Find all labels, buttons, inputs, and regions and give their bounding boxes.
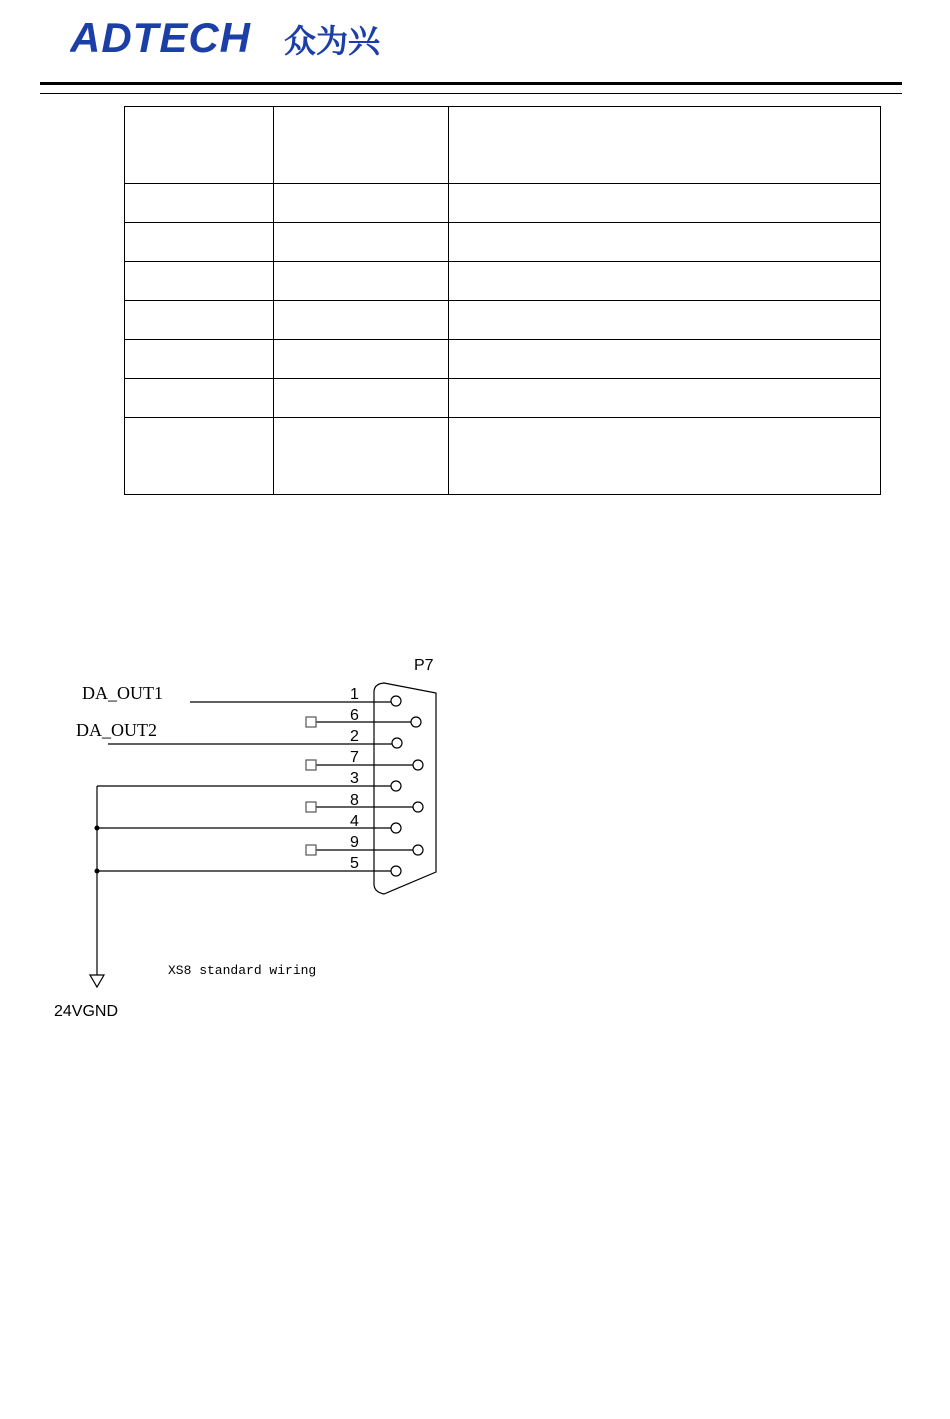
table-cell	[449, 262, 881, 301]
table-row	[125, 223, 881, 262]
pin-number-2: 2	[350, 728, 359, 745]
pin-3-circle	[391, 781, 401, 791]
table-row	[125, 340, 881, 379]
header-rule-thin	[40, 93, 902, 94]
table-row	[125, 262, 881, 301]
connector-label: P7	[414, 657, 434, 674]
table-cell	[274, 379, 449, 418]
connector-shell	[374, 683, 436, 894]
ground-symbol	[90, 975, 104, 987]
pin-2-circle	[392, 738, 402, 748]
table-cell	[274, 262, 449, 301]
pin-9-terminal	[306, 845, 316, 855]
signal-1-label: DA_OUT1	[82, 683, 163, 703]
pin-number-8: 8	[350, 792, 359, 809]
pin-1-circle	[391, 696, 401, 706]
table-cell	[274, 223, 449, 262]
pin-9-circle	[413, 845, 423, 855]
table-row	[125, 301, 881, 340]
table-cell	[274, 418, 449, 495]
pin-number-9: 9	[350, 834, 359, 851]
table-cell	[274, 340, 449, 379]
pin-6-circle	[411, 717, 421, 727]
table-cell	[125, 184, 274, 223]
table-row	[125, 418, 881, 495]
wiring-diagram	[0, 640, 500, 1040]
table-cell	[125, 223, 274, 262]
table-cell	[274, 184, 449, 223]
pin-number-7: 7	[350, 749, 359, 766]
pin-5-circle	[391, 866, 401, 876]
table-cell	[125, 301, 274, 340]
pin-8-circle	[413, 802, 423, 812]
table-cell	[449, 107, 881, 184]
table-cell	[125, 340, 274, 379]
signal-2-label: DA_OUT2	[76, 720, 157, 740]
brand-cjk-text: 众为兴	[284, 22, 381, 60]
ground-label: 24VGND	[54, 1003, 119, 1020]
table-cell	[449, 418, 881, 495]
table-cell	[274, 301, 449, 340]
table-row	[125, 184, 881, 223]
pin-number-5: 5	[350, 855, 359, 872]
brand-latin-text: ADTECH	[70, 14, 251, 60]
junction-dot-pin4	[95, 826, 100, 831]
pin-number-1: 1	[350, 686, 359, 703]
table-cell	[125, 107, 274, 184]
table-cell	[125, 418, 274, 495]
table-cell	[449, 301, 881, 340]
pin-number-3: 3	[350, 770, 359, 787]
table-cell	[449, 184, 881, 223]
pin-7-circle	[413, 760, 423, 770]
table-cell	[449, 379, 881, 418]
header-rule-thick	[40, 82, 902, 85]
diagram-caption: XS8 standard wiring	[168, 963, 317, 978]
table-cell	[125, 379, 274, 418]
table-cell	[449, 223, 881, 262]
table-cell	[274, 107, 449, 184]
pin-6-terminal	[306, 717, 316, 727]
pin-4-circle	[391, 823, 401, 833]
pin-number-6: 6	[350, 707, 359, 724]
pin-table-body	[125, 107, 881, 495]
pin-8-terminal	[306, 802, 316, 812]
adtech-logo	[70, 12, 390, 60]
pin-7-terminal	[306, 760, 316, 770]
pin-number-4: 4	[350, 813, 359, 830]
table-row	[125, 107, 881, 184]
table-cell	[125, 262, 274, 301]
table-row	[125, 379, 881, 418]
junction-dot-pin5	[95, 869, 100, 874]
pin-table	[124, 106, 881, 495]
table-cell	[449, 340, 881, 379]
